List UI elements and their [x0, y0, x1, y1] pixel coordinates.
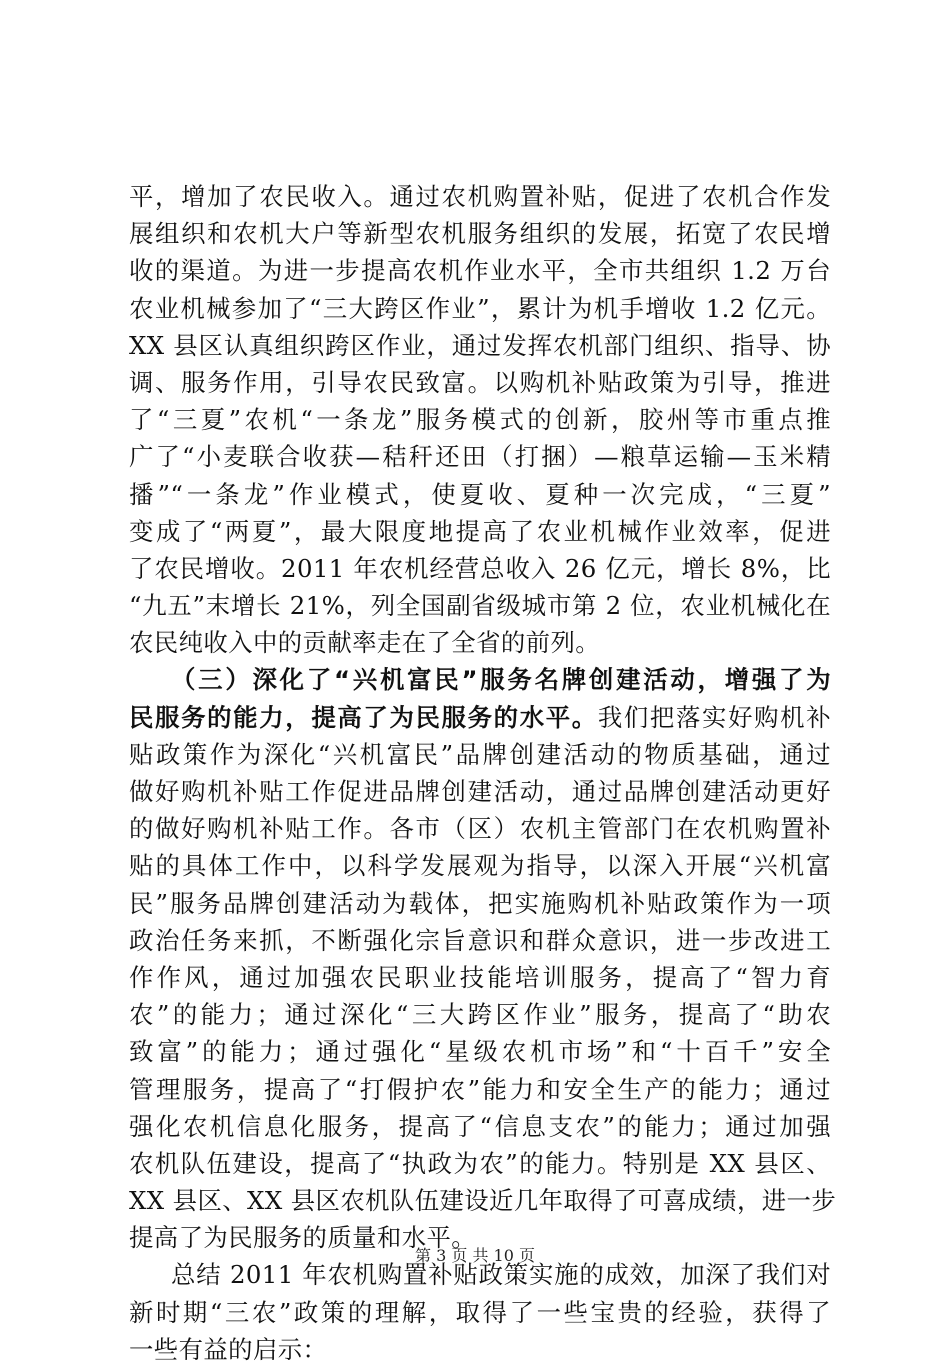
line-text: 农业机械参加了“三大跨区作业”，累计为机手增收 1.2 亿元。: [129, 293, 831, 323]
text-line: [129, 401, 831, 438]
text-line: [129, 1182, 837, 1219]
line-text: 致富”的能力；通过强化“星级农机市场”和“十百千”安全: [129, 1037, 831, 1067]
line-text: 平，增加了农民收入。通过农机购置补贴，促进了农机合作发: [129, 182, 831, 211]
line-text: 农”的能力；通过深化“三大跨区作业”服务，提高了“助农: [129, 1000, 831, 1030]
text-line: [129, 810, 831, 847]
text-line: [129, 550, 831, 587]
line-text: 调、服务作用，引导农民致富。以购机补贴政策为引导，推进: [129, 367, 831, 397]
line-text: 播”“一条龙”作业模式，使夏收、夏种一次完成，“三夏”: [129, 479, 831, 509]
text-line: [129, 1331, 831, 1368]
line-text: 展组织和农机大户等新型农机服务组织的发展，拓宽了农民增: [129, 219, 831, 249]
text-line: [129, 438, 831, 475]
line-text: 管理服务，提高了“打假护农”能力和安全生产的能力；通过: [129, 1074, 831, 1104]
line-text: 总结 2011 年农机购置补贴政策实施的成效，加深了我们对: [171, 1260, 831, 1290]
line-text: 做好购机补贴工作促进品牌创建活动，通过品牌创建活动更好: [129, 777, 831, 806]
text-line: [129, 587, 831, 624]
text-line: [129, 476, 831, 513]
text-line: [129, 1071, 831, 1108]
line-text: 政治任务来抓，不断强化宗旨意识和群众意识，进一步改进工: [129, 925, 831, 955]
text-line: [129, 996, 831, 1033]
line-text: 广了“小麦联合收获—秸秆还田（打捆）—粮草运输—玉米精: [129, 442, 831, 472]
line-text: XX 县区、XX 县区农机队伍建设近几年取得了可喜成绩，进一步: [129, 1186, 837, 1216]
text-line: [129, 513, 831, 550]
text-line: [129, 736, 831, 773]
text-line: [129, 327, 831, 364]
line-text: 了农民增收。2011 年农机经营总收入 26 亿元，增长 8%，比: [129, 553, 831, 583]
text-line: [129, 215, 831, 252]
text-line: [129, 178, 831, 215]
text-line: [129, 1108, 831, 1145]
text-line: [129, 1145, 831, 1182]
line-text: 强化农机信息化服务，提高了“信息支农”的能力；通过加强: [129, 1111, 831, 1141]
text-line: [129, 959, 831, 996]
text-line: [129, 290, 831, 327]
line-text: 一些有益的启示：: [129, 1334, 328, 1364]
line-text: 我们把落实好购机补: [597, 702, 832, 732]
line-text: 农民纯收入中的贡献率走在了全省的前列。: [129, 628, 601, 658]
document-body: [129, 178, 837, 1368]
line-text: 提高了为民服务的质量和水平。: [129, 1223, 477, 1253]
text-line: [129, 252, 831, 289]
text-line: [129, 922, 831, 959]
bold-heading-text: 民服务的能力，提高了为民服务的水平。: [129, 702, 598, 732]
line-text: 贴的具体工作中，以科学发展观为指导，以深入开展“兴机富: [129, 851, 831, 881]
text-line: [129, 847, 831, 884]
line-text: “九五”末增长 21%，列全国副省级城市第 2 位，农业机械化在: [129, 591, 831, 621]
line-text: XX 县区认真组织跨区作业，通过发挥农机部门组织、指导、协: [129, 330, 831, 360]
line-text: 新时期“三农”政策的理解，取得了一些宝贵的经验，获得了: [129, 1297, 831, 1327]
line-text: 民”服务品牌创建活动为载体，把实施购机补贴政策作为一项: [129, 888, 831, 918]
bold-heading-text: （三）深化了“兴机富民”服务名牌创建活动，增强了为: [171, 665, 831, 695]
text-line: [129, 364, 831, 401]
text-line: [129, 661, 831, 698]
text-line: [129, 624, 831, 661]
line-text: 收的渠道。为进一步提高农机作业水平，全市共组织 1.2 万台: [129, 256, 831, 286]
text-line: [129, 773, 831, 810]
line-text: 作作风，通过加强农民职业技能培训服务，提高了“智力育: [129, 962, 831, 992]
text-line: [129, 699, 831, 736]
line-text: 贴政策作为深化“兴机富民”品牌创建活动的物质基础，通过: [129, 739, 831, 769]
line-text: 农机队伍建设，提高了“执政为农”的能力。特别是 XX 县区、: [129, 1148, 831, 1178]
line-text: 的做好购机补贴工作。各市（区）农机主管部门在农机购置补: [129, 814, 831, 844]
page-footer: 第 3 页 共 10 页: [415, 1246, 535, 1265]
line-text: 了“三夏”农机“一条龙”服务模式的创新，胶州等市重点推: [129, 405, 831, 435]
text-line: [129, 1033, 831, 1070]
text-line: [129, 885, 831, 922]
line-text: 变成了“两夏”，最大限度地提高了农业机械作业效率，促进: [129, 516, 831, 546]
text-line: [129, 1294, 831, 1331]
